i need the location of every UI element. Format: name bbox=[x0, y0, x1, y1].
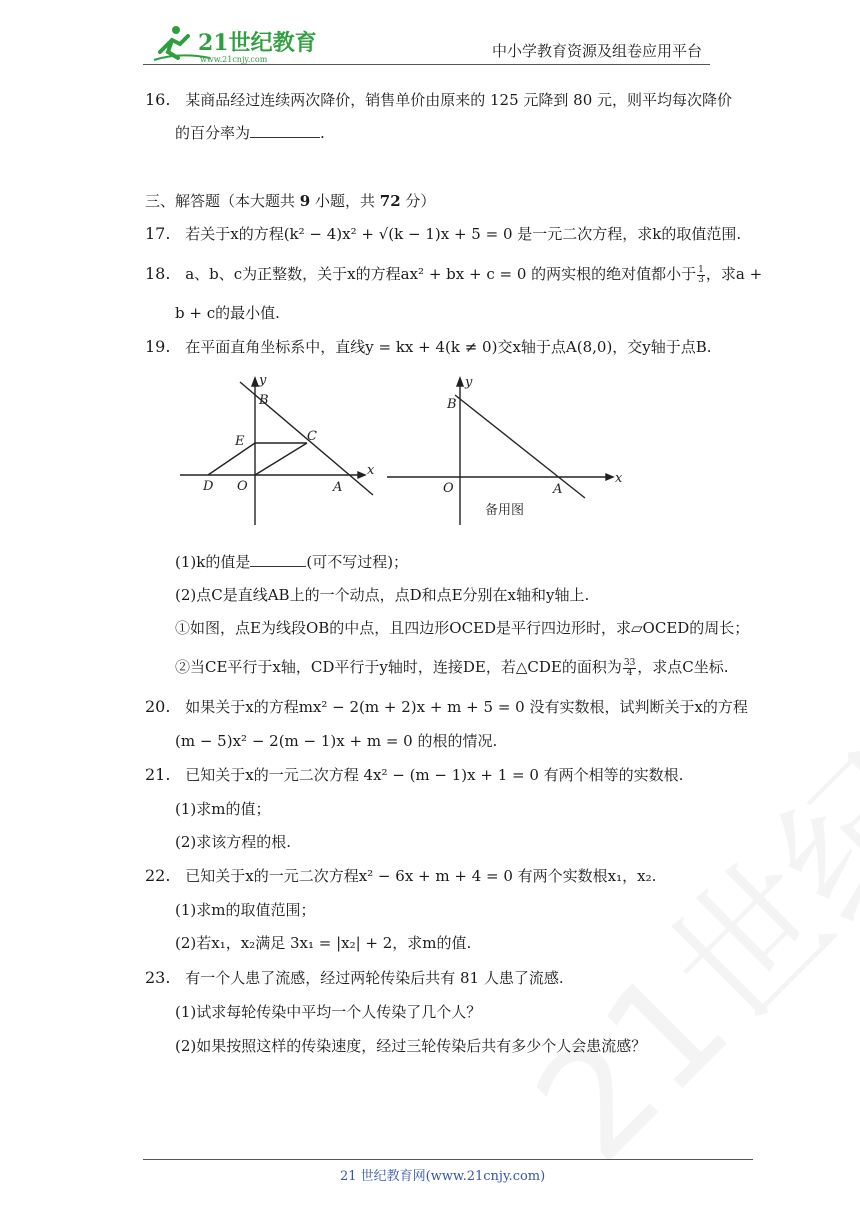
question-number: 19. bbox=[145, 337, 171, 356]
part-text: ②当CE平行于x轴，CD平行于y轴时，连接DE，若△CDE的面积为 bbox=[175, 658, 622, 676]
logo-url: www.21cnjy.com bbox=[200, 55, 268, 64]
question-22-part1: (1)求m的取值范围； bbox=[175, 901, 316, 919]
question-count: 9 bbox=[299, 192, 311, 210]
question-text: 已知关于x的一元二次方程 4x² − (m − 1)x + 1 = 0 有两个相等的实数根. bbox=[185, 766, 684, 784]
question-16-line2 bbox=[175, 123, 325, 143]
label-y: y bbox=[465, 375, 473, 390]
question-text: 的百分率为 bbox=[175, 124, 251, 142]
label-x: x bbox=[615, 471, 623, 486]
question-text: 某商品经过连续两次降价，销售单价由原来的 125 元降到 80 元，则平均每次降价 bbox=[185, 91, 733, 109]
question-23 bbox=[145, 968, 564, 988]
fraction-33-over-4 bbox=[623, 659, 636, 678]
question-text: 已知关于x的一元二次方程x² − 6x + m + 4 = 0 有两个实数根x₁，x₂. bbox=[185, 867, 657, 885]
question-22 bbox=[145, 866, 656, 886]
question-17 bbox=[145, 224, 741, 244]
question-number: 16. bbox=[145, 90, 171, 109]
part-text-cont: (可不写过程)； bbox=[306, 553, 409, 571]
question-19 bbox=[145, 337, 712, 357]
question-19-part2-1: ①如图，点E为线段OB的中点，且四边形OCED是平行四边形时，求▱OCED的周长； bbox=[175, 619, 750, 637]
fraction-one-third bbox=[697, 266, 705, 285]
label-y: y bbox=[259, 373, 267, 388]
question-22-part2: (2)若x₁，x₂满足 3x₁ = |x₂| + 2，求m的值. bbox=[175, 934, 472, 952]
site-logo[interactable] bbox=[150, 22, 320, 66]
label-B: B bbox=[259, 393, 269, 408]
question-text-cont: ，求a + bbox=[705, 265, 763, 283]
question-number: 23. bbox=[145, 968, 171, 987]
question-text: 在平面直角坐标系中，直线y = kx + 4(k ≠ 0)交x轴于点A(8,0)，交y轴于点B. bbox=[185, 338, 712, 356]
y-axis-arrow bbox=[252, 378, 258, 386]
segment-DE bbox=[208, 443, 255, 475]
x-axis-arrow bbox=[358, 472, 365, 478]
question-number: 21. bbox=[145, 765, 171, 784]
part-text-cont: ，求点C坐标. bbox=[637, 658, 729, 676]
question-21-part2: (2)求该方程的根. bbox=[175, 833, 292, 851]
question-19-part1 bbox=[175, 552, 408, 572]
question-21 bbox=[145, 765, 683, 785]
label-O: O bbox=[443, 481, 454, 496]
label-B: B bbox=[447, 397, 457, 412]
question-number: 20. bbox=[145, 697, 171, 716]
figure-19-main bbox=[175, 370, 385, 530]
fraction-numerator: 33 bbox=[623, 657, 636, 668]
question-16 bbox=[145, 90, 732, 110]
section-mid: 小题，共 bbox=[310, 192, 380, 210]
label-A: A bbox=[553, 482, 563, 497]
fraction-denominator: 4 bbox=[626, 667, 633, 678]
question-number: 22. bbox=[145, 866, 171, 885]
footer-link[interactable]: 21 世纪教育网(www.21cnjy.com) bbox=[340, 1169, 546, 1184]
figure-19-backup bbox=[385, 370, 625, 530]
question-number: 18. bbox=[145, 264, 171, 283]
question-19-part2-2 bbox=[175, 657, 729, 678]
question-text: a、b、c为正整数，关于x的方程ax² + bx + c = 0 的两实根的绝对值都小于 bbox=[185, 265, 697, 283]
header-divider bbox=[143, 64, 710, 65]
logo-text: 21世纪教育 bbox=[198, 30, 317, 56]
y-axis-arrow bbox=[457, 378, 463, 386]
figure-caption: 备用图 bbox=[485, 503, 525, 518]
question-18-line2: b + c的最小值. bbox=[175, 304, 280, 322]
label-A: A bbox=[333, 480, 343, 495]
x-axis-arrow bbox=[606, 474, 613, 480]
part-text: (1)k的值是 bbox=[175, 553, 251, 571]
footer-divider bbox=[143, 1159, 753, 1160]
label-D: D bbox=[203, 479, 214, 494]
question-23-part1: (1)试求每轮传染中平均一个人传染了几个人？ bbox=[175, 1003, 482, 1021]
label-C: C bbox=[307, 429, 317, 444]
fraction-denominator: 3 bbox=[698, 274, 704, 285]
question-23-part2: (2)如果按照这样的传染速度，经过三轮传染后共有多少个人会患流感？ bbox=[175, 1037, 647, 1055]
question-19-part2: (2)点C是直线AB上的一个动点，点D和点E分别在x轴和y轴上. bbox=[175, 586, 590, 604]
total-score: 72 bbox=[379, 192, 401, 210]
question-text: 有一个人患了流感，经过两轮传染后共有 81 人患了流感. bbox=[185, 969, 564, 987]
line-AB bbox=[455, 395, 585, 498]
question-20 bbox=[145, 697, 748, 717]
section-heading bbox=[145, 191, 435, 211]
label-E: E bbox=[235, 434, 245, 449]
segment-OC bbox=[255, 443, 307, 475]
label-x: x bbox=[367, 463, 375, 478]
label-O: O bbox=[237, 479, 248, 494]
question-20-line2: (m − 5)x² − 2(m − 1)x + m = 0 的根的情况. bbox=[175, 732, 498, 750]
fraction-numerator: 1 bbox=[698, 264, 704, 275]
question-18 bbox=[145, 264, 762, 285]
section-suffix: 分） bbox=[400, 192, 436, 210]
section-prefix: 三、解答题（本大题共 bbox=[145, 192, 300, 210]
question-number: 17. bbox=[145, 224, 171, 243]
question-text: 若关于x的方程(k² − 4)x² + √(k − 1)x + 5 = 0 是一元二次方程，求k的取值范围. bbox=[185, 225, 742, 243]
period: . bbox=[320, 124, 325, 142]
answer-blank[interactable] bbox=[250, 552, 306, 567]
question-21-part1: (1)求m的值； bbox=[175, 800, 271, 818]
question-text: 如果关于x的方程mx² − 2(m + 2)x + m + 5 = 0 没有实数根，试判断关于x的方程 bbox=[185, 698, 748, 716]
answer-blank[interactable] bbox=[250, 123, 320, 138]
header-platform-title: 中小学教育资源及组卷应用平台 bbox=[492, 42, 703, 60]
